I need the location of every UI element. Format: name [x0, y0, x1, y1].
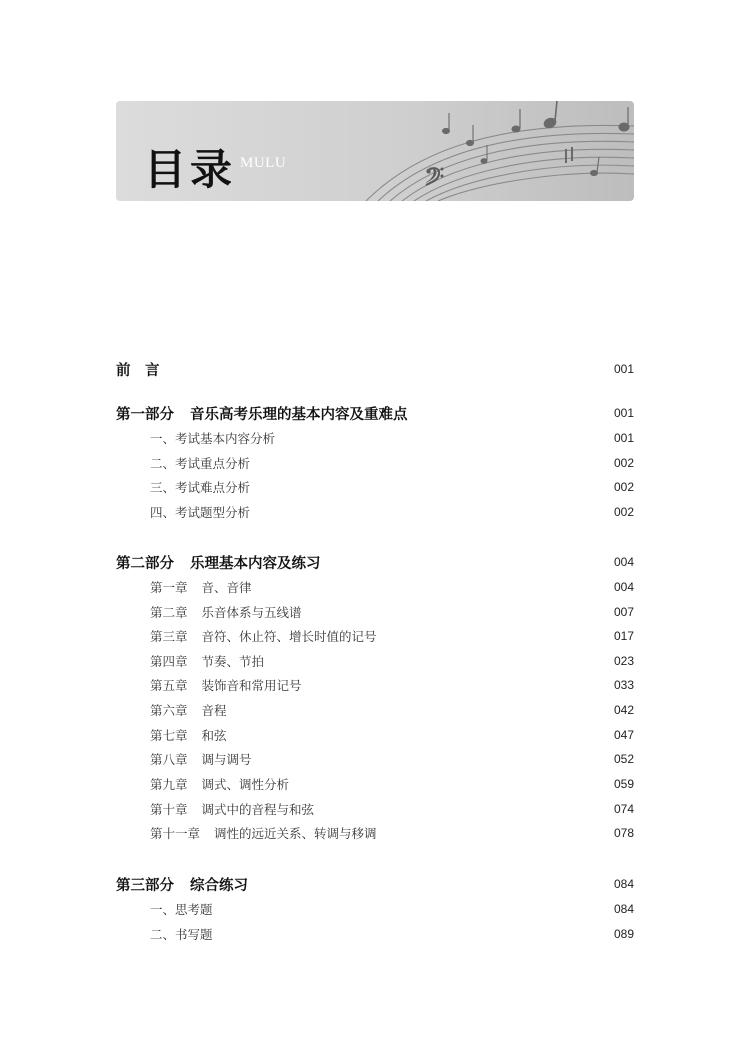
chapter-label: 第十章	[150, 802, 188, 817]
dot-leader	[168, 359, 603, 379]
page-number: 002	[613, 505, 634, 519]
toc-entry[interactable]	[0, 577, 750, 597]
dot-leader	[385, 626, 602, 646]
dot-leader	[391, 823, 602, 843]
part-label: 第三部分	[116, 876, 174, 894]
toc-entry-title: 调式、调性分析	[201, 777, 290, 792]
toc-entry[interactable]	[0, 675, 750, 695]
page-number: 007	[613, 605, 634, 619]
chapter-label: 第四章	[150, 654, 188, 669]
toc-entry[interactable]	[0, 774, 750, 794]
page-number: 084	[613, 877, 634, 891]
page-number: 017	[613, 629, 634, 643]
chapter-label: 第九章	[150, 777, 188, 792]
page-number: 059	[613, 777, 634, 791]
toc-entry-title: 调与调号	[201, 752, 252, 767]
toc-entry-title: 节奏、节拍	[201, 654, 265, 669]
toc-entry[interactable]	[0, 823, 750, 843]
svg-text:𝄢: 𝄢	[424, 164, 441, 194]
toc-part-heading[interactable]	[0, 874, 750, 894]
toc-entry[interactable]	[0, 428, 750, 448]
chapter-label: 第七章	[150, 728, 188, 743]
page-number: 047	[613, 728, 634, 742]
page-number: 004	[613, 580, 634, 594]
page-number: 084	[613, 902, 634, 916]
toc-entry-title: 调式中的音程与和弦	[201, 802, 315, 817]
dot-leader	[311, 774, 602, 794]
toc-entry-title: 二、书写题	[150, 927, 213, 942]
dot-leader	[266, 577, 602, 597]
toc-entry[interactable]	[0, 477, 750, 497]
toc-entry-preface[interactable]	[0, 359, 750, 379]
toc-entry-title: 二、考试重点分析	[150, 456, 251, 471]
dot-leader	[235, 899, 602, 919]
toc-entry-title: 装饰音和常用记号	[201, 678, 302, 693]
page-number: 042	[613, 703, 634, 717]
dot-leader	[235, 700, 602, 720]
toc-entry[interactable]	[0, 602, 750, 622]
toc-entry[interactable]	[0, 700, 750, 720]
toc-entry-title: 四、考试题型分析	[150, 505, 251, 520]
page-number: 002	[613, 456, 634, 470]
page-number: 001	[613, 406, 634, 420]
chapter-label: 第六章	[150, 703, 188, 718]
page-number: 001	[613, 431, 634, 445]
toc-entry-title: 和弦	[201, 728, 227, 743]
dot-leader	[235, 924, 602, 944]
toc-entry[interactable]	[0, 749, 750, 769]
page-number: 002	[613, 480, 634, 494]
toc-entry[interactable]	[0, 799, 750, 819]
page-title: 目录	[144, 145, 237, 194]
dot-leader	[272, 477, 602, 497]
chapter-label: 第五章	[150, 678, 188, 693]
dot-leader	[235, 725, 602, 745]
toc-entry-title: 一、考试基本内容分析	[150, 431, 276, 446]
page-number: 089	[613, 927, 634, 941]
part-title: 乐理基本内容及练习	[190, 554, 321, 572]
page-number: 001	[613, 362, 634, 376]
page-number: 052	[613, 752, 634, 766]
part-title: 综合练习	[190, 876, 248, 894]
dot-leader	[286, 651, 602, 671]
chapter-label: 第二章	[150, 605, 188, 620]
page-number: 033	[613, 678, 634, 692]
dot-leader	[272, 502, 602, 522]
dot-leader	[329, 552, 603, 572]
part-label: 第二部分	[116, 554, 174, 572]
toc-entry-title: 前 言	[116, 361, 160, 379]
chapter-label: 第八章	[150, 752, 188, 767]
dot-leader	[310, 602, 602, 622]
page-number: 078	[613, 826, 634, 840]
toc-entry-title: 音符、休止符、增长时值的记号	[201, 629, 377, 644]
toc-entry-title: 乐音体系与五线谱	[201, 605, 302, 620]
chapter-label: 第一章	[150, 580, 188, 595]
toc-part-heading[interactable]	[0, 552, 750, 572]
page-subtitle: MULU	[240, 155, 287, 171]
part-label: 第一部分	[116, 405, 174, 423]
dot-leader	[416, 403, 603, 423]
toc-entry-title: 三、考试难点分析	[150, 480, 251, 495]
toc-entry[interactable]	[0, 725, 750, 745]
toc-entry-title: 音程	[201, 703, 227, 718]
toc-entry[interactable]	[0, 626, 750, 646]
toc-entry-title: 一、思考题	[150, 902, 213, 917]
toc-entry[interactable]	[0, 453, 750, 473]
dot-leader	[322, 799, 602, 819]
dot-leader	[272, 453, 602, 473]
toc-entry[interactable]	[0, 651, 750, 671]
toc-entry-title: 音、音律	[201, 580, 252, 595]
dot-leader	[310, 675, 602, 695]
dot-leader	[260, 749, 602, 769]
toc-entry[interactable]	[0, 924, 750, 944]
part-title: 音乐高考乐理的基本内容及重难点	[190, 405, 408, 423]
page-number: 023	[613, 654, 634, 668]
dot-leader	[256, 874, 602, 894]
chapter-label: 第三章	[150, 629, 188, 644]
page-number: 074	[613, 802, 634, 816]
toc-entry[interactable]	[0, 899, 750, 919]
toc-entry-title: 调性的远近关系、转调与移调	[214, 826, 377, 841]
page-number: 004	[613, 555, 634, 569]
toc-entry[interactable]	[0, 502, 750, 522]
chapter-label: 第十一章	[150, 826, 201, 841]
dot-leader	[297, 428, 602, 448]
toc-part-heading[interactable]	[0, 403, 750, 423]
